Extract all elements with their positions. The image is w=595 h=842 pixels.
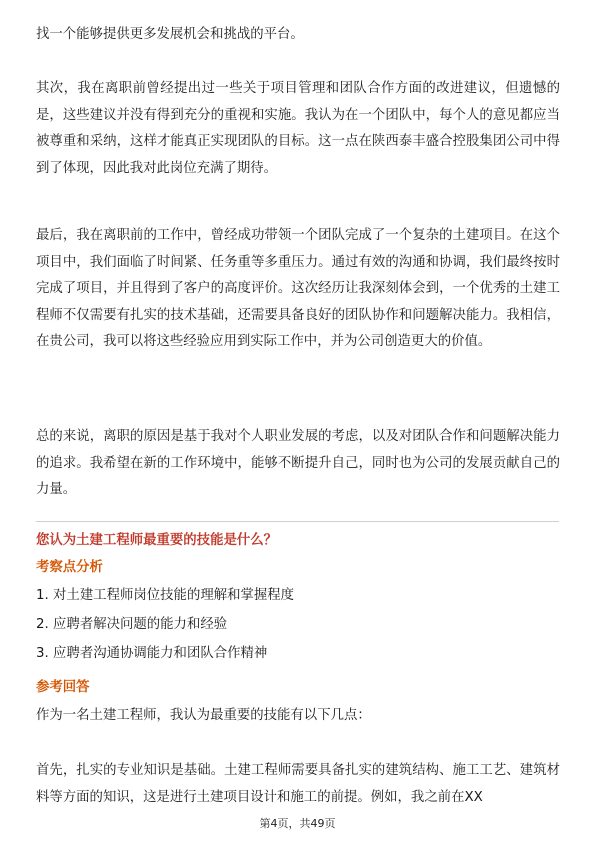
paragraph-continuation: 找一个能够提供更多发展机会和挑战的平台。 <box>36 27 304 42</box>
answer-intro: 作为一名土建工程师，我认为最重要的技能有以下几点： <box>36 708 371 723</box>
analysis-heading: 考察点分析 <box>36 560 103 575</box>
answer-heading: 参考回答 <box>36 680 90 695</box>
section-divider <box>36 521 559 522</box>
answer-paragraph-1: 首先，扎实的专业知识是基础。土建工程师需要具备扎实的建筑结构、施工工艺、建筑材料等方面的知识，这是进行土建项目设计和施工的前提。例如，我之前在XX <box>36 763 560 805</box>
interview-question: 您认为土建工程师最重要的技能是什么？ <box>36 533 278 548</box>
analysis-item-1: 1. 对土建工程师岗位技能的理解和掌握程度 <box>36 588 295 603</box>
page-footer: 第4页，共49页 <box>259 817 336 830</box>
paragraph-summary: 总的来说，离职的原因是基于我对个人职业发展的考虑，以及对团队合作和问题解决能力的追求。我希望在新的工作环境中，能够不断提升自己，同时也为公司的发展贡献自己的力量。 <box>36 429 560 497</box>
analysis-item-3: 3. 应聘者沟通协调能力和团队合作精神 <box>36 646 268 661</box>
analysis-item-2: 2. 应聘者解决问题的能力和经验 <box>36 617 228 632</box>
paragraph-final-reason: 最后，我在离职前的工作中，曾经成功带领一个团队完成了一个复杂的土建项目。在这个项目中，我们面临了时间紧、任务重等多重压力。通过有效的沟通和协调，我们最终按时完成了项目，并且得到了客户的高度评价。这次经历让我深刻体会到，一个优秀的土建工程师不仅需要有扎实的技术基础，还需要具备良好的团队协作和问题解决能力。我相信，在贵公司，我可以将这些经验应用到实际工作中，并为公司创造更大的价值。 <box>36 228 560 349</box>
paragraph-second-reason: 其次，我在离职前曾经提出过一些关于项目管理和团队合作方面的改进建议，但遗憾的是，这些建议并没有得到充分的重视和实施。我认为在一个团队中，每个人的意见都应当被尊重和采纳，这样才能真正实现团队的目标。这一点在陕西泰丰盛合控股集团公司中得到了体现，因此我对此岗位充满了期待。 <box>36 81 560 176</box>
